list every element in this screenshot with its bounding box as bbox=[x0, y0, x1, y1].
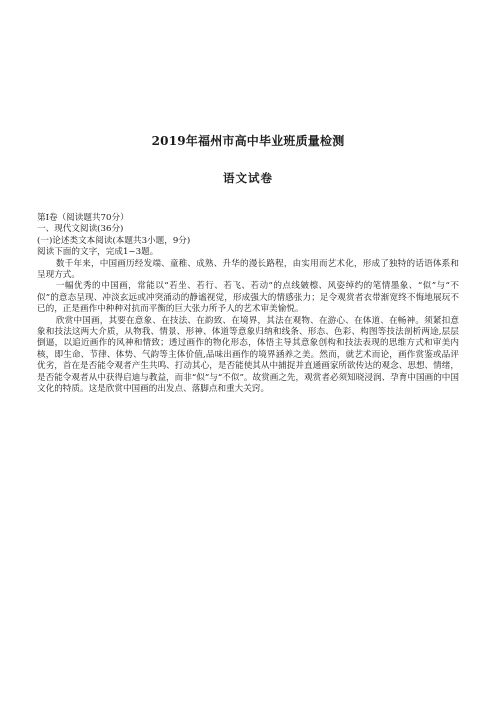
reading-instruction: 阅读下面的文字，完成1~3题。 bbox=[37, 247, 159, 258]
passage-paragraph-3: 欣赏中国画，其要在意象、在技法、在韵致、在境界，其法在观物、在游心、在体道、在畅神。须紧扣意象和技法这两大介质，从物我、情景、形神、体道等意象归纳和线条、形态、色彩、构图等技法剖析两途,层层倒逼，以追近画作的风神和情致；透过画作的物化形态，体悟主导其意象创构和技法表现的思维方式和审美内核，即生命、节律、体势、气韵等主体价值,品味出画作的境界涵养之美。然而，就艺术而论，画作赏鉴或品评优劣，首在是否能令观者产生共鸣、打动其心，是否能使其从中捕捉并直通画家所欲传达的观念、思想、情绪，是否能令观者从中获得启迪与教益，而非“似”与“不似”。故赏画之先，观赏者必须知晓浸润、孕育中国画的中国文化的特质。这是欣赏中国画的出发点、落脚点和重大关窍。 bbox=[37, 315, 459, 395]
exam-title: 2019年福州市高中毕业班质量检测 bbox=[151, 134, 345, 148]
section-heading: 第I卷（阅读题共70分） bbox=[37, 213, 129, 223]
subsection-heading: (一)论述类文本阅读(本题共3小题，9分) bbox=[37, 235, 191, 246]
document-body bbox=[37, 213, 459, 396]
passage-paragraph-2: 一幅优秀的中国画，常能以“若坐、若行、若飞、若动”的点线皴檫、风姿绰约的笔情墨象、“似”与“不似”的意态呈现、冲淡玄远或冲突涌动的静谧视觉，形成强大的情感张力；足令观赏者衣带渐宽终不悔地展玩不已的，正是画作中种种对抗而平衡的巨大张力所予人的艺术审美愉悦。 bbox=[37, 281, 459, 315]
part-heading: 一、现代文阅读(36分) bbox=[37, 224, 124, 235]
passage-paragraph-1: 数千年来，中国画历经发端、童稚、成熟、升华的漫长路程，由实用而艺术化，形成了独特的话语体系和呈现方式。 bbox=[37, 258, 459, 281]
exam-subtitle: 语文试卷 bbox=[223, 171, 273, 185]
